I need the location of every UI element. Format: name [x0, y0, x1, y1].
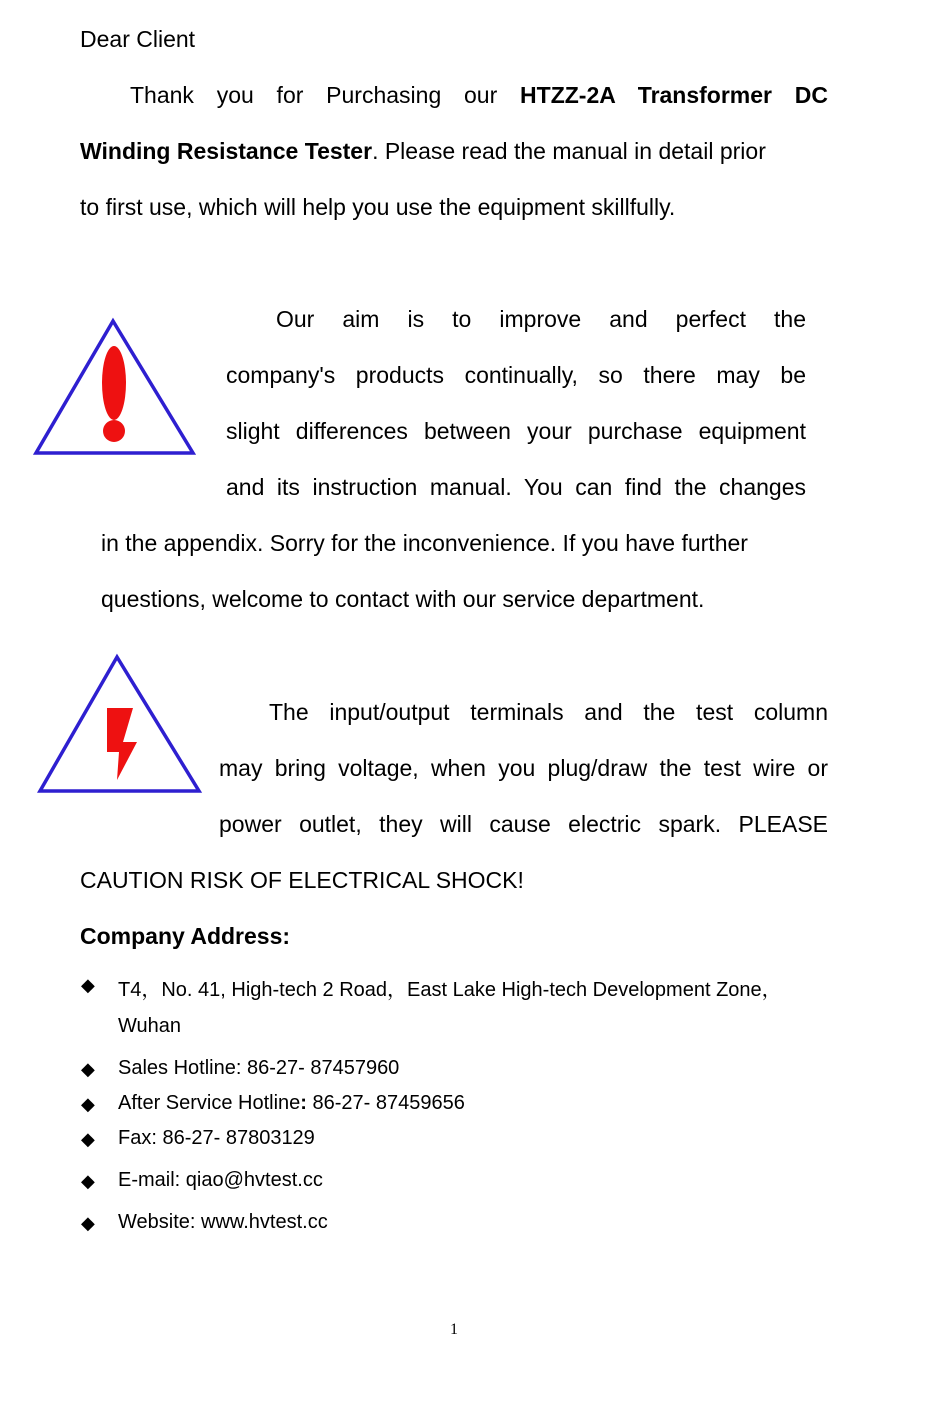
company-address-heading: Company Address: [80, 923, 291, 949]
website: Website: www.hvtest.cc [118, 1211, 328, 1233]
notice-line-5: in the appendix. Sorry for the inconvenience. If you have further [101, 530, 748, 556]
bullet-icon: ◆ [81, 1213, 95, 1233]
after-service-value: 86-27- 87459656 [306, 1092, 465, 1114]
bullet-icon: ◆ [81, 1129, 95, 1149]
shock-line-2: may bring voltage, when you plug/draw the test wire or [219, 755, 828, 781]
address-line-1: T4，No. 41, High-tech 2 Road，East Lake High-tech Development Zone， [118, 979, 782, 1001]
fax: Fax: 86-27- 87803129 [118, 1127, 315, 1149]
shock-line-4: CAUTION RISK OF ELECTRICAL SHOCK! [80, 867, 524, 893]
notice-line-2: company's products continually, so there may be [226, 362, 806, 388]
intro-line-3: to first use, which will help you use the equipment skillfully. [80, 194, 676, 220]
electric-shock-warning-icon [37, 652, 203, 796]
shock-line-3: power outlet, they will cause electric spark. PLEASE [219, 811, 828, 837]
intro-line-1 [130, 67, 828, 123]
greeting: Dear Client [80, 26, 196, 52]
intro-text: . Please read the manual in detail prior [372, 138, 766, 164]
bullet-icon: ◆ [81, 975, 95, 995]
after-service-hotline [118, 1092, 465, 1115]
notice-line-1: Our aim is to improve and perfect the [276, 306, 806, 332]
product-name-part2: Winding Resistance Tester [80, 138, 373, 164]
product-name-part1: HTZZ-2A Transformer DC [520, 82, 828, 108]
email: E-mail: qiao@hvtest.cc [118, 1169, 323, 1191]
address-line-2: Wuhan [118, 1015, 182, 1037]
notice-line-6: questions, welcome to contact with our service department. [101, 586, 705, 612]
after-service-label: After Service Hotline [118, 1092, 301, 1114]
notice-line-3: slight differences between your purchase equipment [226, 418, 806, 444]
intro-line-2 [80, 123, 766, 179]
after-service-colon: : [300, 1092, 307, 1114]
sales-hotline: Sales Hotline: 86-27- 87457960 [118, 1057, 400, 1079]
exclamation-warning-icon [33, 316, 197, 458]
intro-text: Thank you for Purchasing our [130, 82, 521, 108]
shock-line-1: The input/output terminals and the test column [269, 699, 828, 725]
bullet-icon: ◆ [81, 1171, 95, 1191]
notice-line-4: and its instruction manual. You can find the changes [226, 474, 806, 500]
page-number: 1 [450, 1321, 458, 1338]
bullet-icon: ◆ [81, 1059, 95, 1079]
bullet-icon: ◆ [81, 1094, 95, 1114]
